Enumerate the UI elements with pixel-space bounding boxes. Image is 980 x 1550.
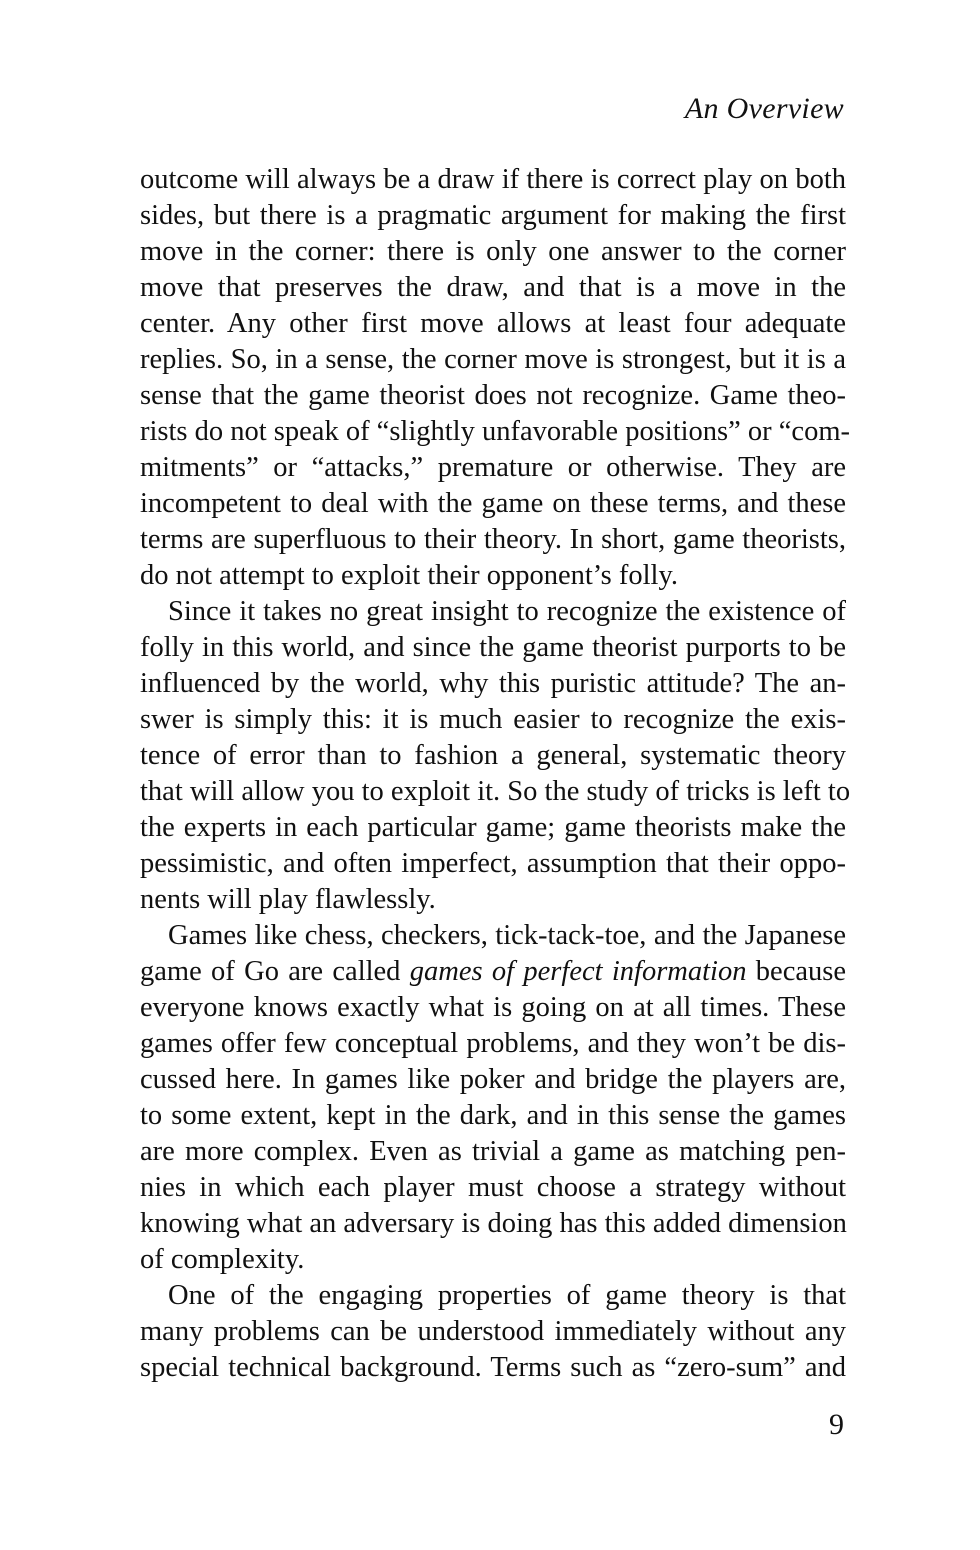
paragraph-last-line: do not attempt to exploit their opponent’s folly.	[140, 560, 678, 591]
text-line-with-italic-term	[140, 954, 846, 990]
text-fragment: because	[746, 956, 846, 987]
text-line: center. Any other first move allows at least four adequate	[140, 308, 846, 339]
paragraph-first-line: Since it takes no great insight to recognize the existence of	[168, 596, 846, 627]
text-line: nies in which each player must choose a strategy without	[140, 1172, 846, 1203]
text-line: cussed here. In games like poker and bridge the players are,	[140, 1064, 846, 1095]
text-line: replies. So, in a sense, the corner move is strongest, but it is a	[140, 344, 846, 375]
text-line: incompetent to deal with the game on these terms, and these	[140, 488, 846, 519]
text-line: swer is simply this: it is much easier to recognize the exis-	[140, 704, 846, 735]
text-line: many problems can be understood immediately without any	[140, 1316, 846, 1347]
text-line: terms are superfluous to their theory. In short, game theorists,	[140, 524, 846, 555]
text-line: sense that the game theorist does not recognize. Game theo-	[140, 380, 846, 411]
text-line: pessimistic, and often imperfect, assumption that their oppo-	[140, 848, 846, 879]
text-line: games offer few conceptual problems, and they won’t be dis-	[140, 1028, 846, 1059]
text-line: move in the corner: there is only one answer to the corner	[140, 236, 846, 267]
text-line: mitments” or “attacks,” premature or otherwise. They are	[140, 452, 846, 483]
paragraph-last-line: of complexity.	[140, 1244, 305, 1275]
text-line: move that preserves the draw, and that is a move in the	[140, 272, 846, 303]
paragraph-first-line: Games like chess, checkers, tick-tack-toe, and the Japanese	[168, 920, 846, 951]
text-line: sides, but there is a pragmatic argument for making the first	[140, 200, 846, 231]
text-line: outcome will always be a draw if there is correct play on both	[140, 164, 846, 195]
text-line: knowing what an adversary is doing has this added dimension	[140, 1208, 847, 1239]
paragraph-last-line: nents will play flawlessly.	[140, 884, 436, 915]
text-line: that will allow you to exploit it. So the study of tricks is left to	[140, 776, 851, 807]
text-line: the experts in each particular game; game theorists make the	[140, 812, 846, 843]
text-fragment: game of Go are called	[140, 956, 410, 987]
body-text	[140, 162, 851, 1386]
paragraph-first-line: One of the engaging properties of game theory is that	[168, 1280, 846, 1311]
italic-term: games of perfect information	[409, 956, 747, 987]
text-line: tence of error than to fashion a general, systematic theory	[140, 740, 846, 771]
text-line: influenced by the world, why this puristic attitude? The an-	[140, 668, 846, 699]
text-line: are more complex. Even as trivial a game as matching pen-	[140, 1136, 846, 1167]
text-line: rists do not speak of “slightly unfavorable positions” or “com-	[140, 416, 850, 447]
text-line: folly in this world, and since the game theorist purports to be	[140, 632, 846, 663]
text-line: special technical background. Terms such as “zero-sum” and	[140, 1352, 846, 1383]
running-head: An Overview	[684, 92, 844, 125]
text-line: to some extent, kept in the dark, and in this sense the games	[140, 1100, 846, 1131]
page-number: 9	[829, 1408, 844, 1441]
text-line: everyone knows exactly what is going on at all times. These	[140, 992, 846, 1023]
